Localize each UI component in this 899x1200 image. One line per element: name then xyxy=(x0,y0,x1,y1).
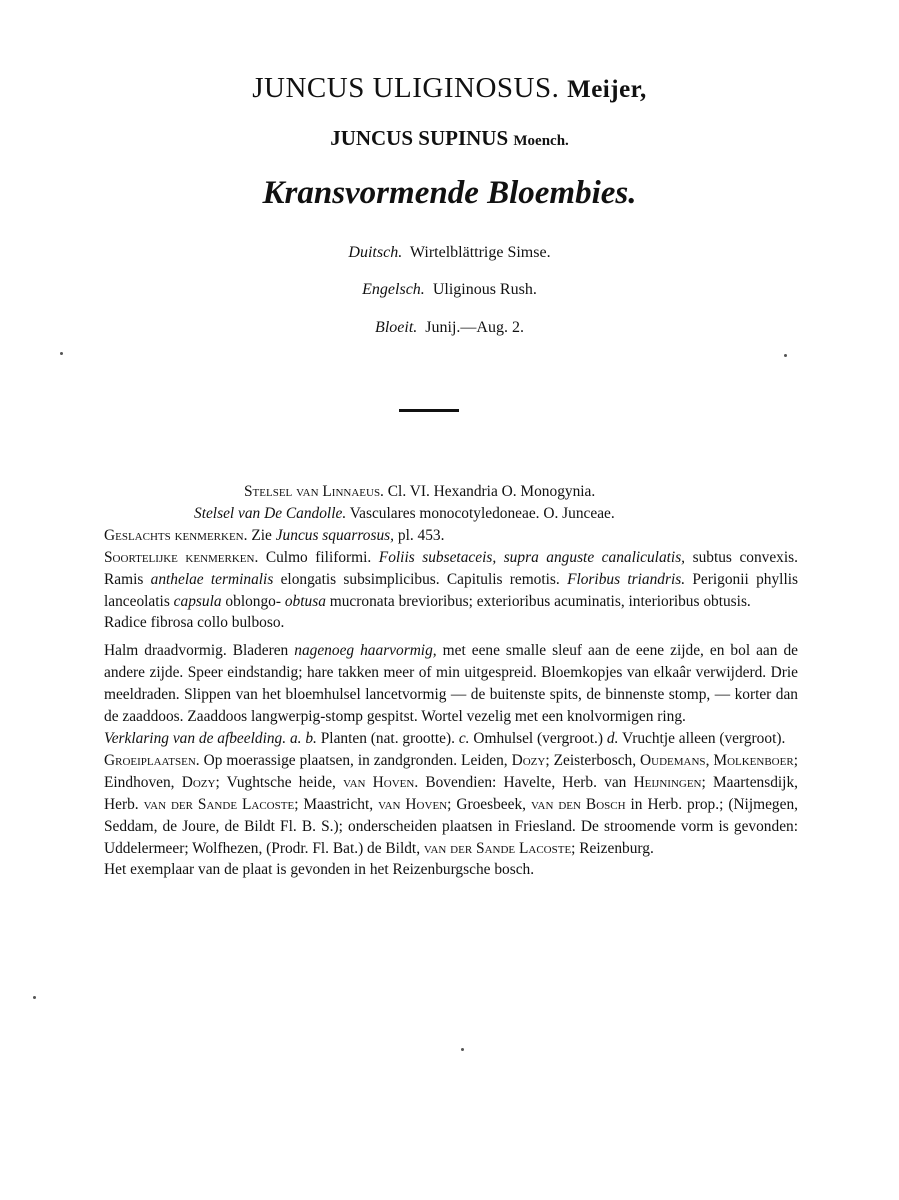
figure-desc-c: Omhulsel (vergroot.) xyxy=(473,729,604,747)
figure-explanation-label: Verklaring van de afbeelding. xyxy=(104,729,287,747)
candolle-system xyxy=(104,503,798,525)
synonym-name: JUNCUS SUPINUS xyxy=(330,126,509,150)
collector-van-den-bosch: van den Bosch xyxy=(530,795,626,813)
vernacular-german-label: Duitsch. xyxy=(348,244,403,261)
habitats-text-11: ; Reizenburg. xyxy=(571,839,654,857)
figure-ref-ab: a. b. xyxy=(289,729,317,747)
species-char-5: elongatis subsimplicibus. Capitulis remotis. xyxy=(280,570,560,588)
speck-mark xyxy=(461,1048,464,1051)
genus-label: Geslachts kenmerken. xyxy=(104,526,248,544)
collector-dozy-2: Dozy xyxy=(181,773,216,791)
speck-mark xyxy=(784,354,787,357)
vernacular-english-label: Engelsch. xyxy=(362,281,425,298)
genus-ref: Juncus squarrosus, xyxy=(275,526,395,544)
habitats-label: Groeiplaatsen. xyxy=(104,751,200,769)
vernacular-german xyxy=(0,244,899,262)
dutch-description xyxy=(104,640,798,728)
collector-van-hoven-2: van Hoven xyxy=(378,795,448,813)
species-char-10: obtusa xyxy=(284,592,326,610)
habitats-text-8: ; Maastricht, xyxy=(294,795,374,813)
collector-dozy: Dozy xyxy=(511,751,546,769)
candolle-label: Stelsel van De Candolle. xyxy=(194,504,347,522)
dutch-name: Kransvormende Bloembies. xyxy=(262,175,637,211)
collector-lacoste-2: van der Sande Lacoste xyxy=(423,839,572,857)
vernacular-english-name: Uliginous Rush. xyxy=(432,281,537,298)
flowering-period xyxy=(0,319,899,337)
habitats-text-7: ; Maartensdijk, Herb. xyxy=(104,773,799,813)
species-char-1: Culmo filiformi. xyxy=(265,548,372,566)
section-divider xyxy=(399,409,459,412)
species-char-11: mucronata brevioribus; exterioribus acuminatis, interioribus obtusis. xyxy=(329,592,751,610)
habitats-text-1: Op moerassige plaatsen, in zandgronden. Leiden, xyxy=(203,751,508,769)
species-name: JUNCUS ULIGINOSUS. xyxy=(252,72,560,104)
figure-ref-d: d. xyxy=(606,729,619,747)
dutch-desc-a: Halm draadvormig. Bladeren xyxy=(104,642,289,660)
vernacular-german-name: Wirtelblättrige Simse. xyxy=(409,244,551,261)
species-title xyxy=(0,72,899,105)
synonym-title xyxy=(0,126,899,151)
linnaeus-system xyxy=(104,481,798,503)
linnaeus-label: Stelsel van Linnaeus. xyxy=(244,483,384,500)
dutch-desc-b: nagenoeg haarvormig, xyxy=(294,642,437,660)
species-characteristics xyxy=(104,547,798,613)
figure-desc-d: Vruchtje alleen (vergroot). xyxy=(622,729,786,747)
figure-ref-c: c. xyxy=(458,729,470,747)
vernacular-english xyxy=(0,281,899,299)
species-char-9: oblongo- xyxy=(225,592,281,610)
genus-post: pl. 453. xyxy=(397,526,445,544)
figure-desc-ab: Planten (nat. grootte). xyxy=(320,729,455,747)
description-body xyxy=(104,481,798,881)
habitats-text-2: ; Zeisterbosch, xyxy=(545,751,637,769)
species-char-7: Perigonii phyllis lanceolatis xyxy=(104,570,798,610)
specimen-note: Het exemplaar van de plaat is gevonden in het Reizenburgsche bosch. xyxy=(104,861,535,879)
species-char-label: Soortelijke kenmerken. xyxy=(104,548,259,566)
linnaeus-value: Cl. VI. Hexandria O. Monogynia. xyxy=(387,483,596,500)
synonym-author: Moench. xyxy=(513,133,569,149)
collector-oudemans: Oudemans xyxy=(640,751,706,769)
habitats xyxy=(104,750,798,860)
collector-heijningen: Heijningen xyxy=(633,773,702,791)
species-char-8: capsula xyxy=(173,592,222,610)
collector-van-hoven: van Hoven xyxy=(343,773,415,791)
species-char-6: Floribus triandris. xyxy=(567,570,686,588)
species-char-4: anthelae terminalis xyxy=(150,570,274,588)
flowering-value: Junij.—Aug. 2. xyxy=(425,319,524,336)
habitats-text-3: , xyxy=(705,751,710,769)
habitats-text-4: ; Eindhoven, xyxy=(104,751,798,791)
species-char-3: subtus convexis. Ramis xyxy=(104,548,798,588)
habitats-text-9: ; Groesbeek, xyxy=(447,795,527,813)
candolle-value: Vasculares monocotyledoneae. O. Junceae. xyxy=(349,504,615,522)
genus-characteristics xyxy=(104,525,798,547)
collector-molkenboer: Molkenboer xyxy=(713,751,794,769)
species-char-2: Foliis subsetaceis, supra anguste canaliculatis, xyxy=(378,548,686,566)
species-author: Meijer, xyxy=(567,76,647,103)
root-description: Radice fibrosa collo bulboso. xyxy=(104,614,285,632)
habitats-text-6: . Bovendien: Havelte, Herb. van xyxy=(414,773,627,791)
genus-pre: Zie xyxy=(251,526,272,544)
dutch-desc-c: met eene smalle sleuf aan de eene zijde, en bol aan de andere zijde. Speer eindstandig; hare takken meer of min uitgespreid. Bloemkopjes van elkaâr verwijderd. Drie meeldraden. Slippen van het bloemhulsel lancetvormig — de buitenste spits, de binnenste stomp, — korter dan de zaaddoos. Zaaddoos langwerpig-stomp gespitst. Wortel vezelig met een knolvormigen ring. xyxy=(104,642,798,726)
flowering-label: Bloeit. xyxy=(375,319,418,336)
habitats-text-5: ; Vughtsche heide, xyxy=(215,773,336,791)
speck-mark xyxy=(33,996,36,999)
collector-lacoste: van der Sande Lacoste xyxy=(143,795,295,813)
figure-explanation xyxy=(104,728,798,750)
habitats-text-10: in Herb. prop.; (Nijmegen, Seddam, de Joure, de Bildt Fl. B. S.); onderscheiden plaatsen in Friesland. De stroomende vorm is gevonden: Uddelermeer; Wolfhezen, (Prodr. Fl. Bat.) de Bildt, xyxy=(104,795,798,857)
speck-mark xyxy=(60,352,63,355)
